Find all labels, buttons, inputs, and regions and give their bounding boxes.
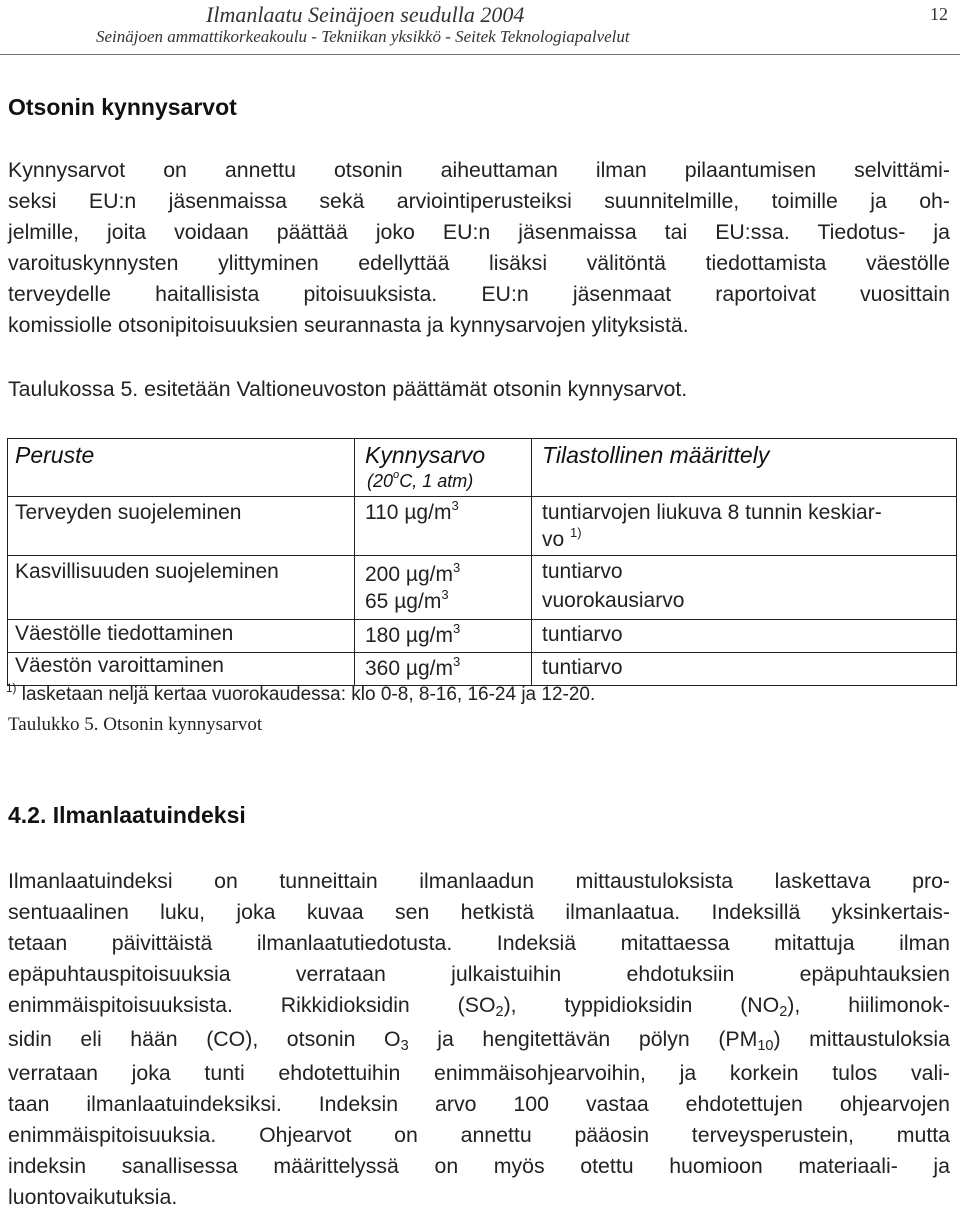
text: enimmäispitoisuuksista. Rikkidioksidin (SO xyxy=(8,993,496,1017)
row-divider xyxy=(7,619,957,620)
col-divider xyxy=(354,438,355,686)
paragraph-line: sentuaalinen luku, joka kuvaa sen hetkistä ilmanlaatua. Indeksillä yksinkertais- xyxy=(8,900,950,924)
value: 360 xyxy=(365,657,401,680)
header-tilastollinen: Tilastollinen määrittely xyxy=(542,442,770,468)
row1-definition-line1: tuntiarvojen liukuva 8 tunnin keskiar- xyxy=(542,501,882,524)
footnote-text: lasketaan neljä kertaa vuorokaudessa: klo 0-8, 8-16, 16-24 ja 12-20. xyxy=(21,684,596,705)
section-heading-otsonin-kynnysarvot: Otsonin kynnysarvot xyxy=(8,94,237,120)
page-number: 12 xyxy=(930,4,948,24)
col-divider xyxy=(531,438,532,686)
unit: µg/m xyxy=(394,590,442,613)
paragraph-line xyxy=(8,990,950,1024)
row1-value xyxy=(365,498,459,525)
text: sidin eli hään (CO), otsonin O xyxy=(8,1027,401,1051)
subscript: 3 xyxy=(400,1038,409,1055)
paragraph-line: terveydelle haitallisista pitoisuuksista. EU:n jäsenmaat raportoivat vuosittain xyxy=(8,282,950,306)
row2-value1 xyxy=(365,560,461,587)
table-caption: Taulukko 5. Otsonin kynnysarvot xyxy=(8,714,263,735)
value: 200 xyxy=(365,563,401,586)
header-conditions xyxy=(367,468,474,492)
row2-definition2: vuorokausiarvo xyxy=(542,589,685,612)
row2-value2 xyxy=(365,587,449,614)
header-kynnysarvo: Kynnysarvo xyxy=(365,442,486,468)
subscript: 2 xyxy=(495,1004,504,1021)
text: ), typpidioksidin (NO xyxy=(503,993,780,1017)
text: ja hengitettävän pölyn (PM xyxy=(408,1027,758,1051)
row2-definition1: tuntiarvo xyxy=(542,560,623,583)
footnote-mark: 1) xyxy=(6,681,17,695)
row-divider xyxy=(7,555,957,556)
table-footnote xyxy=(6,681,596,706)
def-text: vo xyxy=(542,528,565,551)
subscript: 2 xyxy=(779,1004,788,1021)
row-divider xyxy=(7,652,957,653)
paragraph-line: tetaan päivittäistä ilmanlaatutiedotusta. Indeksiä mitattaessa mitattuja ilman xyxy=(8,931,950,955)
row4-definition: tuntiarvo xyxy=(542,656,623,679)
unit-exponent: 3 xyxy=(453,621,461,637)
value: 65 xyxy=(365,590,389,613)
text: ), hiilimonok- xyxy=(787,993,950,1017)
header-divider xyxy=(0,54,960,55)
paragraph-line: Ilmanlaatuindeksi on tunneittain ilmanlaadun mittaustuloksista laskettava pro- xyxy=(8,869,950,893)
unit-exponent: 3 xyxy=(451,498,459,514)
row4-value xyxy=(365,654,461,681)
value: 180 xyxy=(365,624,401,647)
unit-exponent: 3 xyxy=(453,560,461,576)
paragraph-line: jelmille, joita voidaan päättää joko EU:n jäsenmaissa tai EU:ssa. Tiedotus- ja xyxy=(8,220,950,244)
footnote-ref: 1) xyxy=(570,525,582,541)
paragraph-line: enimmäispitoisuuksia. Ohjearvot on annettu pääosin terveysperustein, mutta xyxy=(8,1123,950,1147)
header-peruste: Peruste xyxy=(15,442,95,468)
paragraph-line: komissiolle otsonipitoisuuksien seurannasta ja kynnysarvojen ylityksistä. xyxy=(8,313,689,337)
row4-peruste: Väestön varoittaminen xyxy=(15,654,224,677)
unit: µg/m xyxy=(405,563,453,586)
row1-definition-line2 xyxy=(542,525,582,552)
unit-exponent: 3 xyxy=(453,654,461,670)
threshold-table xyxy=(7,438,957,686)
running-header-title: Ilmanlaatu Seinäjoen seudulla 2004 xyxy=(206,2,525,27)
paragraph-line: seksi EU:n jäsenmaissa sekä arviointiperusteiksi suunnitelmille, toimille ja oh- xyxy=(8,189,950,213)
row-divider xyxy=(7,496,957,497)
unit: µg/m xyxy=(405,624,453,647)
row3-definition: tuntiarvo xyxy=(542,623,623,646)
table-intro-text: Taulukossa 5. esitetään Valtioneuvoston päättämät otsonin kynnysarvot. xyxy=(8,377,688,401)
value: 110 xyxy=(365,501,399,524)
header-conditions-prefix: (20 xyxy=(367,471,394,491)
paragraph-line: varoituskynnysten ylittyminen edellyttää lisäksi välitöntä tiedottamista väestölle xyxy=(8,251,950,275)
paragraph-line: epäpuhtauspitoisuuksia verrataan julkaistuihin ehdotuksiin epäpuhtauksien xyxy=(8,962,950,986)
degree-mark: o xyxy=(393,468,400,481)
section-heading-ilmanlaatuindeksi: 4.2. Ilmanlaatuindeksi xyxy=(8,802,246,828)
paragraph-line: verrataan joka tunti ehdotettuihin enimmäisohjearvoihin, ja korkein tulos vali- xyxy=(8,1061,950,1085)
unit-exponent: 3 xyxy=(441,587,449,603)
paragraph-line: indeksin sanallisessa määrittelyssä on myös otettu huomioon materiaali- ja xyxy=(8,1154,950,1178)
paragraph-line: Kynnysarvot on annettu otsonin aiheuttaman ilman pilaantumisen selvittämi- xyxy=(8,158,950,182)
paragraph-line: luontovaikutuksia. xyxy=(8,1185,178,1209)
paragraph-line: taan ilmanlaatuindeksiksi. Indeksin arvo 100 vastaa ehdotettujen ohjearvojen xyxy=(8,1092,950,1116)
subscript: 10 xyxy=(757,1038,774,1055)
header-conditions-suffix: C, 1 atm) xyxy=(399,471,474,491)
row2-peruste: Kasvillisuuden suojeleminen xyxy=(15,560,279,583)
unit: µg/m xyxy=(404,501,452,524)
running-header-subtitle: Seinäjoen ammattikorkeakoulu - Tekniikan yksikkö - Seitek Teknologiapalvelut xyxy=(96,27,630,46)
table-intro xyxy=(8,374,950,405)
row3-peruste: Väestölle tiedottaminen xyxy=(15,622,234,645)
row3-value xyxy=(365,621,461,648)
text: ) mittaustuloksia xyxy=(773,1027,950,1051)
section2-paragraph xyxy=(8,866,950,1213)
row1-peruste: Terveyden suojeleminen xyxy=(15,501,242,524)
unit: µg/m xyxy=(405,657,453,680)
section1-paragraph xyxy=(8,155,950,341)
paragraph-line xyxy=(8,1024,950,1058)
